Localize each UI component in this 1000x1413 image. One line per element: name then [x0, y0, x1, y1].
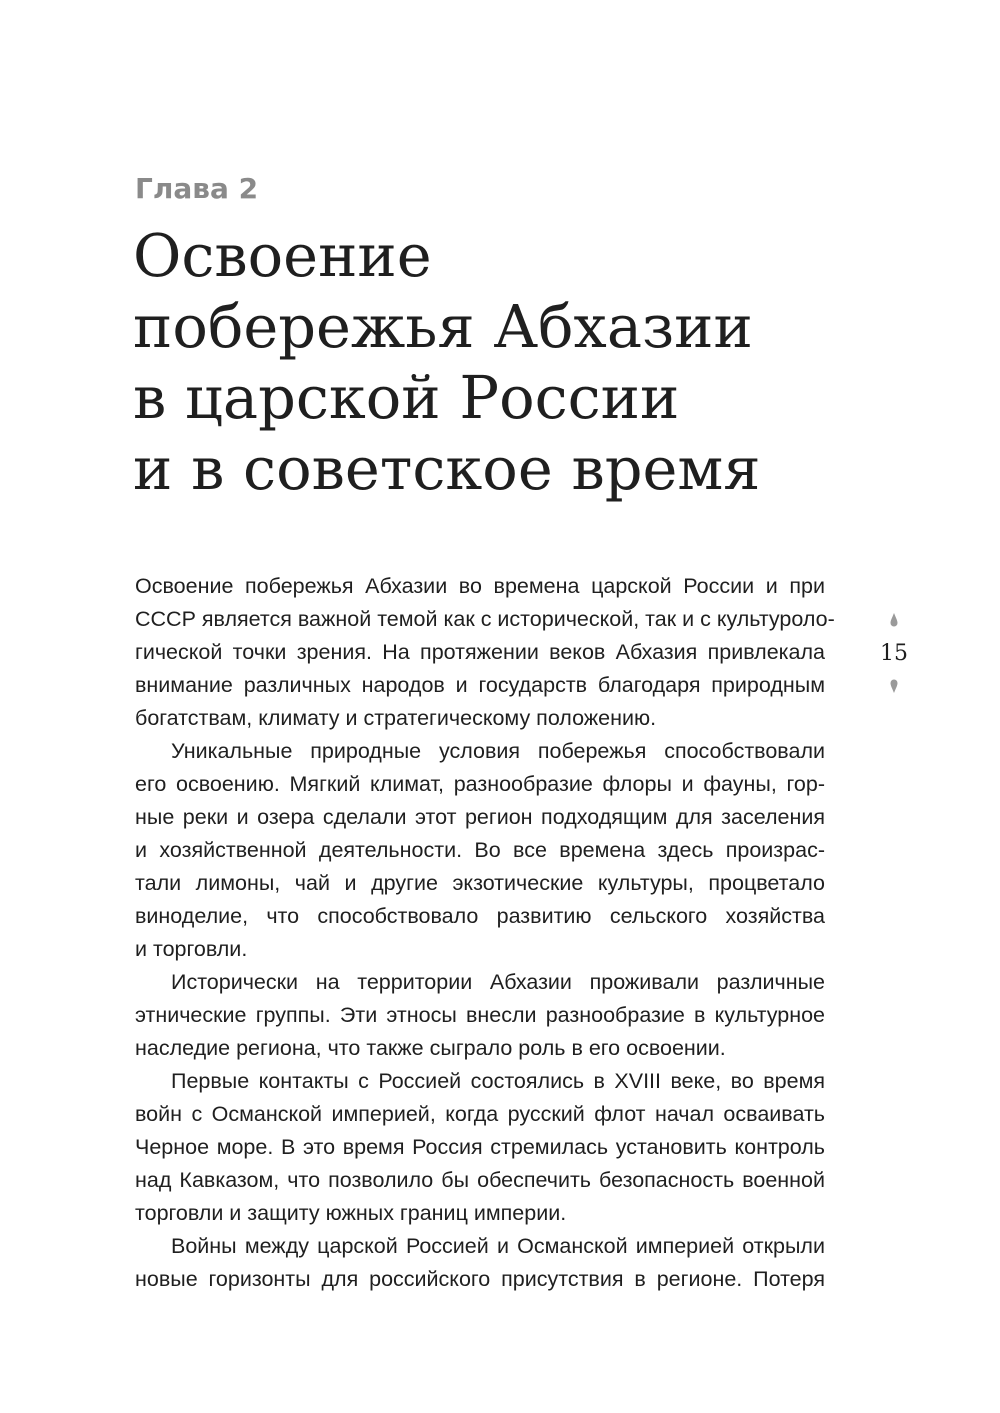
text-line: и хозяйственной деятельности. Во все времена здесь произрас- — [135, 838, 825, 862]
text-line: Первые контакты с Россией состоялись в XVIII веке, во время — [171, 1069, 825, 1093]
chapter-label: Глава 2 — [135, 172, 259, 205]
drop-ornament-icon — [889, 612, 899, 628]
text-line: Уникальные природные условия побережья способствовали — [171, 739, 825, 763]
text-line: Исторически на территории Абхазии проживали различные — [171, 970, 825, 994]
page-number: 15 — [880, 641, 908, 666]
drop-ornament-icon — [889, 678, 899, 694]
text-line: гической точки зрения. На протяжении веков Абхазия привлекала — [135, 640, 825, 664]
paragraph-5 — [135, 1230, 825, 1296]
text-line: и торговли. — [135, 937, 248, 961]
paragraph-4 — [135, 1065, 825, 1230]
text-line: Черное море. В это время Россия стремилась установить контроль — [135, 1135, 825, 1159]
text-line: Освоение побережья Абхазии во времена царской России и при — [135, 574, 825, 598]
text-line: этнические группы. Эти этносы внесли разнообразие в культурное — [135, 1003, 825, 1027]
text-line: над Кавказом, что позволило бы обеспечить безопасность военной — [135, 1168, 825, 1192]
text-line: наследие региона, что также сыграло роль в его освоении. — [135, 1036, 726, 1060]
text-line: богатствам, климату и стратегическому положению. — [135, 706, 657, 730]
text-line: войн с Османской империей, когда русский флот начал осваивать — [135, 1102, 825, 1126]
paragraph-3 — [135, 966, 825, 1065]
paragraph-2 — [135, 735, 825, 966]
text-line: виноделие, что способствовало развитию сельского хозяйства — [135, 904, 825, 928]
text-line: Войны между царской Россией и Османской империей открыли — [171, 1234, 825, 1258]
chapter-title-line: и в советское время — [133, 434, 761, 503]
text-line: тали лимоны, чай и другие экзотические культуры, процветало — [135, 871, 825, 895]
chapter-title-line: Освоение — [133, 221, 432, 290]
chapter-title — [133, 220, 953, 504]
text-line: торговли и защиту южных границ империи. — [135, 1201, 567, 1225]
body-text — [135, 570, 835, 1296]
text-line: новые горизонты для российского присутствия в регионе. Потеря — [135, 1267, 825, 1291]
text-line: внимание различных народов и государств благодаря природным — [135, 673, 825, 697]
paragraph-1 — [135, 570, 835, 735]
page-number-marker — [866, 612, 922, 702]
chapter-title-line: побережья Абхазии — [133, 292, 753, 361]
text-line: СССР является важной темой как с исторической, так и с культуроло- — [135, 607, 835, 631]
chapter-title-line: в царской России — [133, 363, 680, 432]
text-line: его освоению. Мягкий климат, разнообразие флоры и фауны, гор- — [135, 772, 825, 796]
text-line: ные реки и озера сделали этот регион подходящим для заселения — [135, 805, 825, 829]
